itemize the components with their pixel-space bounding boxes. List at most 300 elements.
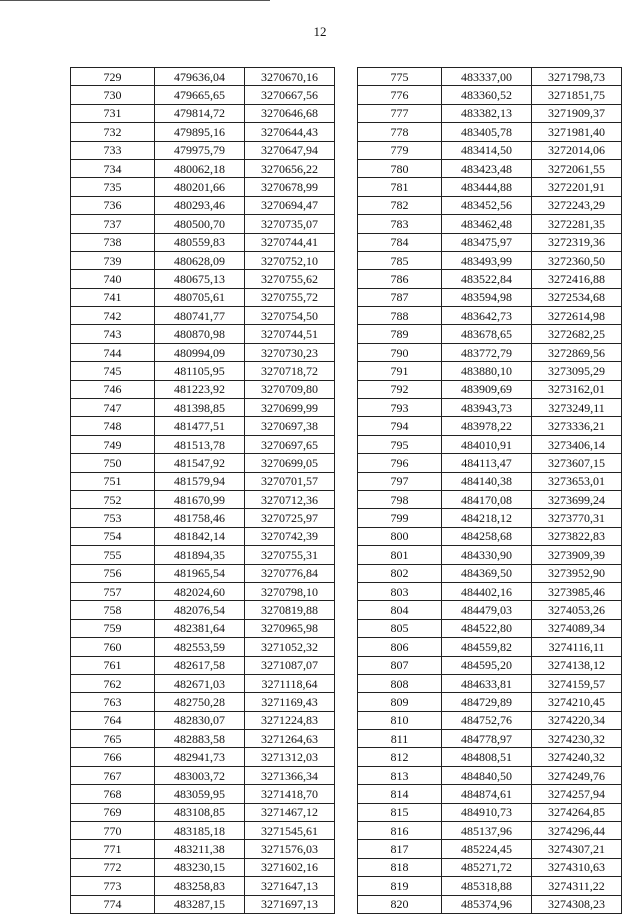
x-coordinate-cell: 484258,68	[442, 527, 532, 545]
y-coordinate-cell: 3270776,84	[245, 564, 335, 582]
y-coordinate-cell: 3271169,43	[245, 693, 335, 711]
table-row	[358, 895, 622, 913]
table-row	[358, 693, 622, 711]
x-coordinate-cell: 484010,91	[442, 435, 532, 453]
table-row	[358, 858, 622, 876]
y-coordinate-cell: 3274257,94	[532, 785, 622, 803]
table-row	[358, 601, 622, 619]
table-row	[71, 730, 335, 748]
y-coordinate-cell: 3270699,99	[245, 399, 335, 417]
point-number-cell: 774	[71, 895, 155, 913]
x-coordinate-cell: 483642,73	[442, 307, 532, 325]
point-number-cell: 811	[358, 730, 442, 748]
y-coordinate-cell: 3274296,44	[532, 822, 622, 840]
x-coordinate-cell: 483943,73	[442, 399, 532, 417]
x-coordinate-cell: 484170,08	[442, 490, 532, 508]
y-coordinate-cell: 3274089,34	[532, 619, 622, 637]
table-row	[71, 803, 335, 821]
x-coordinate-cell: 482381,64	[155, 619, 245, 637]
x-coordinate-cell: 482883,58	[155, 730, 245, 748]
point-number-cell: 792	[358, 380, 442, 398]
y-coordinate-cell: 3272061,55	[532, 159, 622, 177]
point-number-cell: 736	[71, 196, 155, 214]
y-coordinate-cell: 3271909,37	[532, 104, 622, 122]
y-coordinate-cell: 3271264,63	[245, 730, 335, 748]
table-row	[71, 307, 335, 325]
table-row	[71, 343, 335, 361]
x-coordinate-cell: 484752,76	[442, 711, 532, 729]
table-row	[71, 288, 335, 306]
x-coordinate-cell: 484778,97	[442, 730, 532, 748]
x-coordinate-cell: 483594,98	[442, 288, 532, 306]
table-row	[71, 362, 335, 380]
x-coordinate-cell: 483382,13	[442, 104, 532, 122]
x-coordinate-cell: 481965,54	[155, 564, 245, 582]
y-coordinate-cell: 3271647,13	[245, 877, 335, 895]
table-row	[358, 417, 622, 435]
table-row	[358, 233, 622, 251]
x-coordinate-cell: 483059,95	[155, 785, 245, 803]
table-row	[358, 178, 622, 196]
point-number-cell: 755	[71, 546, 155, 564]
x-coordinate-cell: 485224,45	[442, 840, 532, 858]
table-row	[358, 527, 622, 545]
x-coordinate-cell: 480675,13	[155, 270, 245, 288]
point-number-cell: 779	[358, 141, 442, 159]
x-coordinate-cell: 483493,99	[442, 251, 532, 269]
point-number-cell: 731	[71, 104, 155, 122]
y-coordinate-cell: 3270697,38	[245, 417, 335, 435]
y-coordinate-cell: 3270730,23	[245, 343, 335, 361]
table-row	[71, 527, 335, 545]
y-coordinate-cell: 3273607,15	[532, 454, 622, 472]
point-number-cell: 813	[358, 766, 442, 784]
y-coordinate-cell: 3270965,98	[245, 619, 335, 637]
x-coordinate-cell: 480994,09	[155, 343, 245, 361]
point-number-cell: 796	[358, 454, 442, 472]
y-coordinate-cell: 3270819,88	[245, 601, 335, 619]
table-row	[358, 785, 622, 803]
table-row	[358, 840, 622, 858]
x-coordinate-cell: 480293,46	[155, 196, 245, 214]
point-number-cell: 812	[358, 748, 442, 766]
point-number-cell: 782	[358, 196, 442, 214]
y-coordinate-cell: 3273699,24	[532, 490, 622, 508]
x-coordinate-cell: 483772,79	[442, 343, 532, 361]
point-number-cell: 764	[71, 711, 155, 729]
x-coordinate-cell: 479814,72	[155, 104, 245, 122]
table-row	[71, 399, 335, 417]
x-coordinate-cell: 482750,28	[155, 693, 245, 711]
point-number-cell: 759	[71, 619, 155, 637]
point-number-cell: 805	[358, 619, 442, 637]
y-coordinate-cell: 3274240,32	[532, 748, 622, 766]
y-coordinate-cell: 3270798,10	[245, 582, 335, 600]
y-coordinate-cell: 3271467,12	[245, 803, 335, 821]
x-coordinate-cell: 483414,50	[442, 141, 532, 159]
x-coordinate-cell: 481513,78	[155, 435, 245, 453]
x-coordinate-cell: 479665,65	[155, 86, 245, 104]
table-row	[71, 123, 335, 141]
x-coordinate-cell: 483211,38	[155, 840, 245, 858]
y-coordinate-cell: 3272614,98	[532, 307, 622, 325]
x-coordinate-cell: 483423,48	[442, 159, 532, 177]
y-coordinate-cell: 3270754,50	[245, 307, 335, 325]
x-coordinate-cell: 480500,70	[155, 215, 245, 233]
table-row	[358, 509, 622, 527]
x-coordinate-cell: 484479,03	[442, 601, 532, 619]
table-row	[358, 251, 622, 269]
y-coordinate-cell: 3270701,57	[245, 472, 335, 490]
point-number-cell: 737	[71, 215, 155, 233]
point-number-cell: 765	[71, 730, 155, 748]
y-coordinate-cell: 3270644,43	[245, 123, 335, 141]
point-number-cell: 751	[71, 472, 155, 490]
y-coordinate-cell: 3271366,34	[245, 766, 335, 784]
x-coordinate-cell: 483444,88	[442, 178, 532, 196]
point-number-cell: 818	[358, 858, 442, 876]
table-row	[71, 693, 335, 711]
x-coordinate-cell: 481894,35	[155, 546, 245, 564]
table-row	[71, 582, 335, 600]
x-coordinate-cell: 483230,15	[155, 858, 245, 876]
x-coordinate-cell: 484113,47	[442, 454, 532, 472]
x-coordinate-cell: 483522,84	[442, 270, 532, 288]
table-row	[358, 766, 622, 784]
y-coordinate-cell: 3272319,36	[532, 233, 622, 251]
y-coordinate-cell: 3272281,35	[532, 215, 622, 233]
table-row	[71, 748, 335, 766]
table-row	[71, 546, 335, 564]
point-number-cell: 756	[71, 564, 155, 582]
y-coordinate-cell: 3272682,25	[532, 325, 622, 343]
x-coordinate-cell: 480201,66	[155, 178, 245, 196]
table-row	[71, 233, 335, 251]
table-row	[71, 159, 335, 177]
x-coordinate-cell: 484633,81	[442, 674, 532, 692]
x-coordinate-cell: 485271,72	[442, 858, 532, 876]
table-row	[358, 472, 622, 490]
x-coordinate-cell: 484840,50	[442, 766, 532, 784]
table-row	[71, 619, 335, 637]
x-coordinate-cell: 484595,20	[442, 656, 532, 674]
table-row	[71, 822, 335, 840]
x-coordinate-cell: 483678,65	[442, 325, 532, 343]
y-coordinate-cell: 3274116,11	[532, 638, 622, 656]
table-row	[358, 123, 622, 141]
point-number-cell: 817	[358, 840, 442, 858]
point-number-cell: 787	[358, 288, 442, 306]
x-coordinate-cell: 483475,97	[442, 233, 532, 251]
point-number-cell: 741	[71, 288, 155, 306]
table-row	[358, 877, 622, 895]
point-number-cell: 795	[358, 435, 442, 453]
point-number-cell: 798	[358, 490, 442, 508]
point-number-cell: 738	[71, 233, 155, 251]
point-number-cell: 763	[71, 693, 155, 711]
x-coordinate-cell: 485137,96	[442, 822, 532, 840]
point-number-cell: 785	[358, 251, 442, 269]
x-coordinate-cell: 480741,77	[155, 307, 245, 325]
table-row	[71, 601, 335, 619]
table-row	[358, 307, 622, 325]
y-coordinate-cell: 3271052,32	[245, 638, 335, 656]
table-row	[71, 141, 335, 159]
x-coordinate-cell: 483360,52	[442, 86, 532, 104]
y-coordinate-cell: 3274249,76	[532, 766, 622, 784]
y-coordinate-cell: 3273985,46	[532, 582, 622, 600]
point-number-cell: 786	[358, 270, 442, 288]
x-coordinate-cell: 481758,46	[155, 509, 245, 527]
point-number-cell: 819	[358, 877, 442, 895]
table-row	[358, 362, 622, 380]
table-row	[71, 840, 335, 858]
point-number-cell: 729	[71, 68, 155, 86]
point-number-cell: 808	[358, 674, 442, 692]
x-coordinate-cell: 484330,90	[442, 546, 532, 564]
x-coordinate-cell: 481579,94	[155, 472, 245, 490]
table-row	[358, 196, 622, 214]
table-row	[358, 490, 622, 508]
y-coordinate-cell: 3270678,99	[245, 178, 335, 196]
point-number-cell: 750	[71, 454, 155, 472]
table-row	[71, 674, 335, 692]
table-row	[358, 546, 622, 564]
point-number-cell: 815	[358, 803, 442, 821]
table-row	[71, 785, 335, 803]
point-number-cell: 794	[358, 417, 442, 435]
y-coordinate-cell: 3274053,26	[532, 601, 622, 619]
x-coordinate-cell: 481842,14	[155, 527, 245, 545]
x-coordinate-cell: 482941,73	[155, 748, 245, 766]
y-coordinate-cell: 3273095,29	[532, 362, 622, 380]
x-coordinate-cell: 484729,89	[442, 693, 532, 711]
y-coordinate-cell: 3270667,56	[245, 86, 335, 104]
x-coordinate-cell: 484140,38	[442, 472, 532, 490]
y-coordinate-cell: 3271576,03	[245, 840, 335, 858]
table-row	[71, 454, 335, 472]
y-coordinate-cell: 3270755,31	[245, 546, 335, 564]
y-coordinate-cell: 3272534,68	[532, 288, 622, 306]
x-coordinate-cell: 484218,12	[442, 509, 532, 527]
point-number-cell: 752	[71, 490, 155, 508]
point-number-cell: 778	[358, 123, 442, 141]
coordinates-table-right	[357, 67, 622, 914]
point-number-cell: 806	[358, 638, 442, 656]
point-number-cell: 761	[71, 656, 155, 674]
point-number-cell: 769	[71, 803, 155, 821]
x-coordinate-cell: 484369,50	[442, 564, 532, 582]
point-number-cell: 797	[358, 472, 442, 490]
x-coordinate-cell: 483405,78	[442, 123, 532, 141]
y-coordinate-cell: 3272014,06	[532, 141, 622, 159]
y-coordinate-cell: 3274310,63	[532, 858, 622, 876]
x-coordinate-cell: 481547,92	[155, 454, 245, 472]
point-number-cell: 730	[71, 86, 155, 104]
table-row	[358, 343, 622, 361]
x-coordinate-cell: 480628,09	[155, 251, 245, 269]
x-coordinate-cell: 484874,61	[442, 785, 532, 803]
point-number-cell: 747	[71, 399, 155, 417]
table-row	[358, 803, 622, 821]
table-row	[358, 288, 622, 306]
table-row	[358, 748, 622, 766]
table-row	[71, 895, 335, 913]
table-row	[358, 656, 622, 674]
y-coordinate-cell: 3273770,31	[532, 509, 622, 527]
y-coordinate-cell: 3274307,21	[532, 840, 622, 858]
x-coordinate-cell: 483337,00	[442, 68, 532, 86]
table-row	[71, 858, 335, 876]
table-row	[358, 104, 622, 122]
point-number-cell: 735	[71, 178, 155, 196]
point-number-cell: 803	[358, 582, 442, 600]
y-coordinate-cell: 3273249,11	[532, 399, 622, 417]
y-coordinate-cell: 3274230,32	[532, 730, 622, 748]
point-number-cell: 802	[358, 564, 442, 582]
table-row	[71, 656, 335, 674]
y-coordinate-cell: 3270755,62	[245, 270, 335, 288]
y-coordinate-cell: 3270694,47	[245, 196, 335, 214]
y-coordinate-cell: 3272869,56	[532, 343, 622, 361]
point-number-cell: 776	[358, 86, 442, 104]
point-number-cell: 784	[358, 233, 442, 251]
x-coordinate-cell: 483287,15	[155, 895, 245, 913]
x-coordinate-cell: 483978,22	[442, 417, 532, 435]
point-number-cell: 768	[71, 785, 155, 803]
point-number-cell: 739	[71, 251, 155, 269]
x-coordinate-cell: 482830,07	[155, 711, 245, 729]
table-row	[71, 509, 335, 527]
point-number-cell: 749	[71, 435, 155, 453]
table-row	[358, 638, 622, 656]
y-coordinate-cell: 3271798,73	[532, 68, 622, 86]
y-coordinate-cell: 3270697,65	[245, 435, 335, 453]
y-coordinate-cell: 3272201,91	[532, 178, 622, 196]
y-coordinate-cell: 3270755,72	[245, 288, 335, 306]
table-row	[71, 638, 335, 656]
table-row	[71, 766, 335, 784]
table-row	[71, 472, 335, 490]
y-coordinate-cell: 3270656,22	[245, 159, 335, 177]
point-number-cell: 767	[71, 766, 155, 784]
table-row	[71, 711, 335, 729]
table-row	[358, 399, 622, 417]
point-number-cell: 777	[358, 104, 442, 122]
table-row	[71, 270, 335, 288]
table-row	[71, 68, 335, 86]
point-number-cell: 744	[71, 343, 155, 361]
y-coordinate-cell: 3271545,61	[245, 822, 335, 840]
y-coordinate-cell: 3272416,88	[532, 270, 622, 288]
y-coordinate-cell: 3270699,05	[245, 454, 335, 472]
x-coordinate-cell: 481223,92	[155, 380, 245, 398]
y-coordinate-cell: 3274220,34	[532, 711, 622, 729]
y-coordinate-cell: 3270712,36	[245, 490, 335, 508]
table-row	[358, 141, 622, 159]
x-coordinate-cell: 482617,58	[155, 656, 245, 674]
table-row	[358, 215, 622, 233]
y-coordinate-cell: 3273909,39	[532, 546, 622, 564]
point-number-cell: 780	[358, 159, 442, 177]
x-coordinate-cell: 483258,83	[155, 877, 245, 895]
x-coordinate-cell: 479975,79	[155, 141, 245, 159]
point-number-cell: 788	[358, 307, 442, 325]
point-number-cell: 773	[71, 877, 155, 895]
y-coordinate-cell: 3273822,83	[532, 527, 622, 545]
point-number-cell: 809	[358, 693, 442, 711]
x-coordinate-cell: 485318,88	[442, 877, 532, 895]
point-number-cell: 799	[358, 509, 442, 527]
table-row	[71, 380, 335, 398]
point-number-cell: 791	[358, 362, 442, 380]
x-coordinate-cell: 479636,04	[155, 68, 245, 86]
y-coordinate-cell: 3270670,16	[245, 68, 335, 86]
point-number-cell: 770	[71, 822, 155, 840]
x-coordinate-cell: 480062,18	[155, 159, 245, 177]
point-number-cell: 748	[71, 417, 155, 435]
y-coordinate-cell: 3274308,23	[532, 895, 622, 913]
x-coordinate-cell: 480705,61	[155, 288, 245, 306]
y-coordinate-cell: 3274138,12	[532, 656, 622, 674]
x-coordinate-cell: 480870,98	[155, 325, 245, 343]
x-coordinate-cell: 483003,72	[155, 766, 245, 784]
y-coordinate-cell: 3271697,13	[245, 895, 335, 913]
table-row	[358, 68, 622, 86]
point-number-cell: 772	[71, 858, 155, 876]
table-row	[358, 159, 622, 177]
y-coordinate-cell: 3271312,03	[245, 748, 335, 766]
y-coordinate-cell: 3270735,07	[245, 215, 335, 233]
header-rule	[0, 0, 270, 1]
y-coordinate-cell: 3272243,29	[532, 196, 622, 214]
x-coordinate-cell: 484808,51	[442, 748, 532, 766]
point-number-cell: 762	[71, 674, 155, 692]
x-coordinate-cell: 480559,83	[155, 233, 245, 251]
table-row	[71, 104, 335, 122]
table-row	[71, 564, 335, 582]
x-coordinate-cell: 483108,85	[155, 803, 245, 821]
table-row	[358, 582, 622, 600]
table-row	[71, 196, 335, 214]
y-coordinate-cell: 3271418,70	[245, 785, 335, 803]
point-number-cell: 783	[358, 215, 442, 233]
y-coordinate-cell: 3271851,75	[532, 86, 622, 104]
point-number-cell: 753	[71, 509, 155, 527]
table-row	[358, 380, 622, 398]
x-coordinate-cell: 481477,51	[155, 417, 245, 435]
y-coordinate-cell: 3273336,21	[532, 417, 622, 435]
x-coordinate-cell: 482671,03	[155, 674, 245, 692]
x-coordinate-cell: 484402,16	[442, 582, 532, 600]
x-coordinate-cell: 484522,80	[442, 619, 532, 637]
x-coordinate-cell: 482076,54	[155, 601, 245, 619]
point-number-cell: 804	[358, 601, 442, 619]
point-number-cell: 757	[71, 582, 155, 600]
y-coordinate-cell: 3273952,90	[532, 564, 622, 582]
x-coordinate-cell: 485374,96	[442, 895, 532, 913]
y-coordinate-cell: 3270725,97	[245, 509, 335, 527]
y-coordinate-cell: 3270742,39	[245, 527, 335, 545]
point-number-cell: 789	[358, 325, 442, 343]
table-row	[71, 251, 335, 269]
point-number-cell: 810	[358, 711, 442, 729]
y-coordinate-cell: 3271087,07	[245, 656, 335, 674]
y-coordinate-cell: 3274264,85	[532, 803, 622, 821]
point-number-cell: 775	[358, 68, 442, 86]
point-number-cell: 745	[71, 362, 155, 380]
y-coordinate-cell: 3270647,94	[245, 141, 335, 159]
